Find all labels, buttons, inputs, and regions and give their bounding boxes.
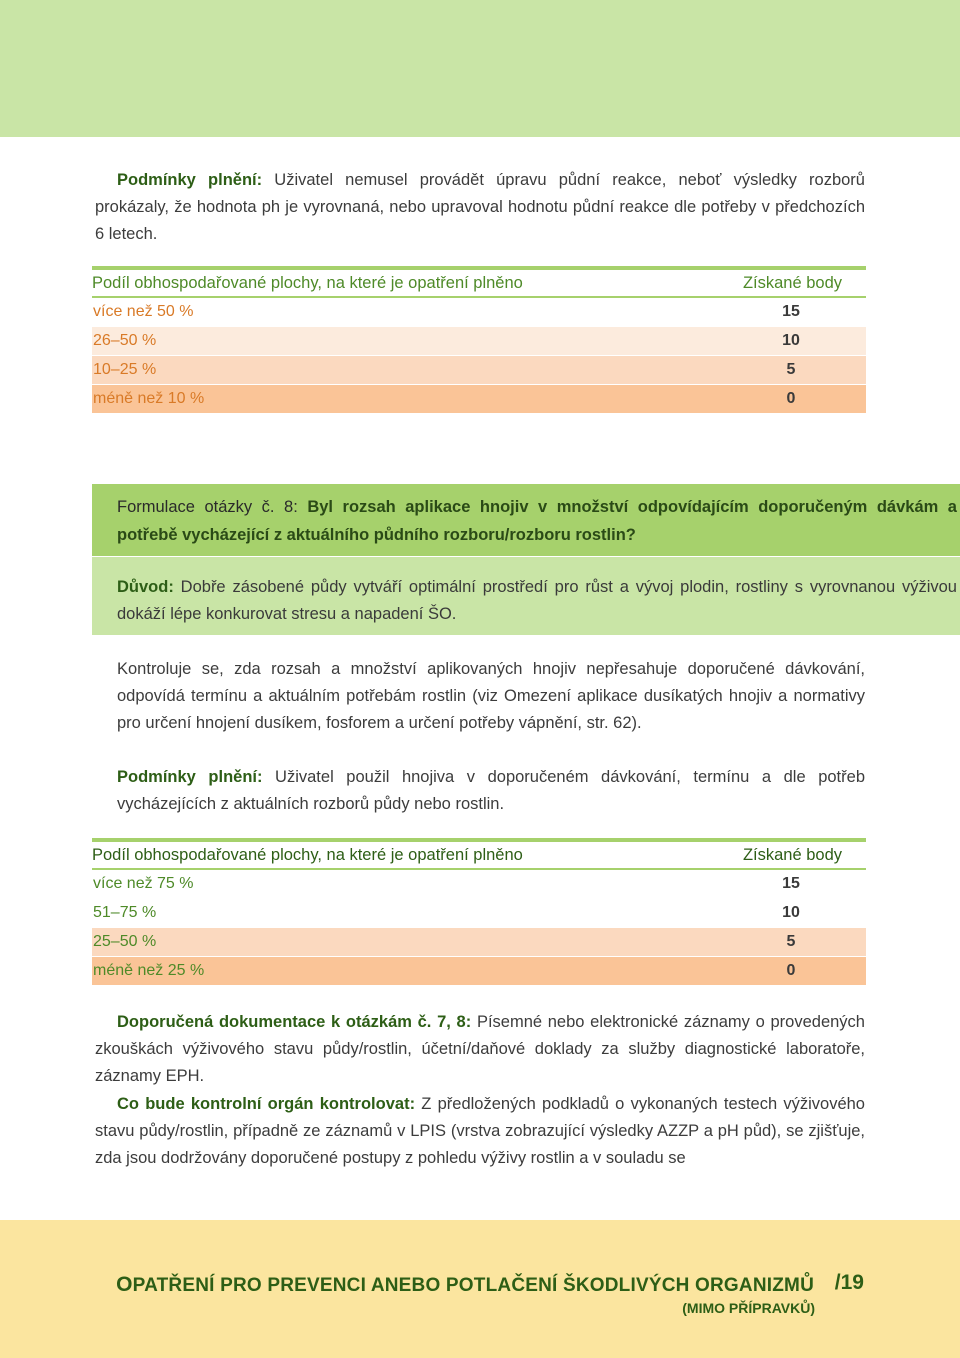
conditions-text-1: Uživatel nemusel provádět úpravu půdní reakce, neboť výsledky rozborů prokázaly, že hodnota ph je vyrovnaná, nebo upravoval hodnotu půdní reakce dle potřeby v předchozích 6 letech.: [95, 171, 865, 243]
reason-text: Dobře zásobené půdy vytváří optimální prostředí pro růst a vývoj plodin, rostliny s vyrovnanou výživou dokáží lépe konkurovat stresu a napadení ŠO.: [117, 578, 957, 623]
reason-box: [92, 557, 960, 635]
conditions-paragraph-2: [117, 764, 865, 818]
table-row: [92, 957, 866, 986]
table-row: [92, 385, 866, 414]
score-table-1-header-left: Podíl obhospodařované plochy, na které je opatření plněno: [92, 273, 523, 292]
score-table-1: [92, 266, 866, 414]
row-label: méně než 10 %: [93, 390, 205, 407]
table-row: [92, 870, 866, 899]
row-points: 5: [786, 361, 796, 378]
table-row: [92, 356, 866, 385]
question-box: [92, 484, 960, 556]
conditions-label-2: Podmínky plnění:: [117, 768, 263, 786]
reason-label: Důvod:: [117, 578, 174, 596]
score-table-2: [92, 838, 866, 986]
table-row: [92, 298, 866, 327]
table-row: [92, 928, 866, 957]
conditions-paragraph-1: [95, 167, 865, 248]
control-text: Z předložených podkladů o vykonaných testech výživového stavu půdy/rostlin, případně ze záznamů v LPIS (vrstva zobrazující výsledky AZZP a pH půd), se zjišťuje, zda jsou dodržovány doporučené postupy z pohledu výživy rostlin a v souladu se: [95, 1095, 865, 1167]
score-table-1-header: [92, 266, 866, 298]
row-points: 10: [782, 904, 800, 921]
row-label: 51–75 %: [93, 904, 157, 921]
row-label: více než 75 %: [93, 875, 194, 892]
row-points: 5: [786, 933, 796, 950]
row-points: 15: [782, 303, 800, 320]
documentation-label: Doporučená dokumentace k otázkám č. 7, 8:: [117, 1013, 472, 1031]
row-label: více než 50 %: [93, 303, 194, 320]
documentation-text: Písemné nebo elektronické záznamy o provedených zkouškách výživového stavu půdy/rostlin, účetní/daňové doklady za služby diagnostické laboratoře, záznamy EPH.: [95, 1013, 865, 1085]
score-table-2-header-right: Získané body: [742, 845, 842, 864]
row-points: 15: [782, 875, 800, 892]
row-label: 25–50 %: [93, 933, 157, 950]
row-points: 0: [786, 390, 796, 407]
control-label: Co bude kontrolní orgán kontrolovat:: [117, 1095, 416, 1113]
row-label: méně než 25 %: [93, 962, 205, 979]
conditions-label-1: Podmínky plnění:: [117, 171, 263, 189]
page-number: /19: [834, 1271, 864, 1294]
footer-title-rest: PATŘENÍ PRO PREVENCI ANEBO POTLAČENÍ ŠKODLIVÝCH ORGANIZMŮ: [132, 1275, 814, 1296]
question-text: Byl rozsah aplikace hnojiv v množství odpovídajícím doporučeným dávkám a potřebě vycházející z aktuálního půdního rozboru/rozboru rostlin?: [117, 498, 957, 544]
header-band: [0, 0, 960, 137]
table-row: [92, 327, 866, 356]
footer-title: [116, 1273, 814, 1297]
row-label: 26–50 %: [93, 332, 157, 349]
documentation-paragraph: [95, 1009, 865, 1090]
score-table-1-header-right: Získané body: [742, 273, 842, 292]
footer-title-initial: O: [116, 1273, 133, 1296]
table-row: [92, 899, 866, 928]
score-table-2-header-left: Podíl obhospodařované plochy, na které je opatření plněno: [92, 845, 523, 864]
conditions-text-2: Uživatel použil hnojiva v doporučeném dávkování, termínu a dle potřeb vycházejících z aktuálních rozborů půdy nebo rostlin.: [117, 768, 865, 813]
footer-subtitle: (MIMO PŘÍPRAVKŮ): [682, 1300, 815, 1316]
control-paragraph: [95, 1091, 865, 1172]
row-points: 10: [782, 332, 800, 349]
question-prefix: Formulace otázky č. 8:: [117, 498, 298, 516]
score-table-2-header: [92, 838, 866, 870]
row-label: 10–25 %: [93, 361, 157, 378]
check-paragraph: Kontroluje se, zda rozsah a množství aplikovaných hnojiv nepřesahuje doporučené dávkování, odpovídá termínu a aktuálním potřebám rostlin (viz Omezení aplikace dusíkatých hnojiv a normativy pro určení hnojení dusíkem, fosforem a určení potřeby vápnění, str. 62).: [117, 660, 865, 732]
row-points: 0: [786, 962, 796, 979]
